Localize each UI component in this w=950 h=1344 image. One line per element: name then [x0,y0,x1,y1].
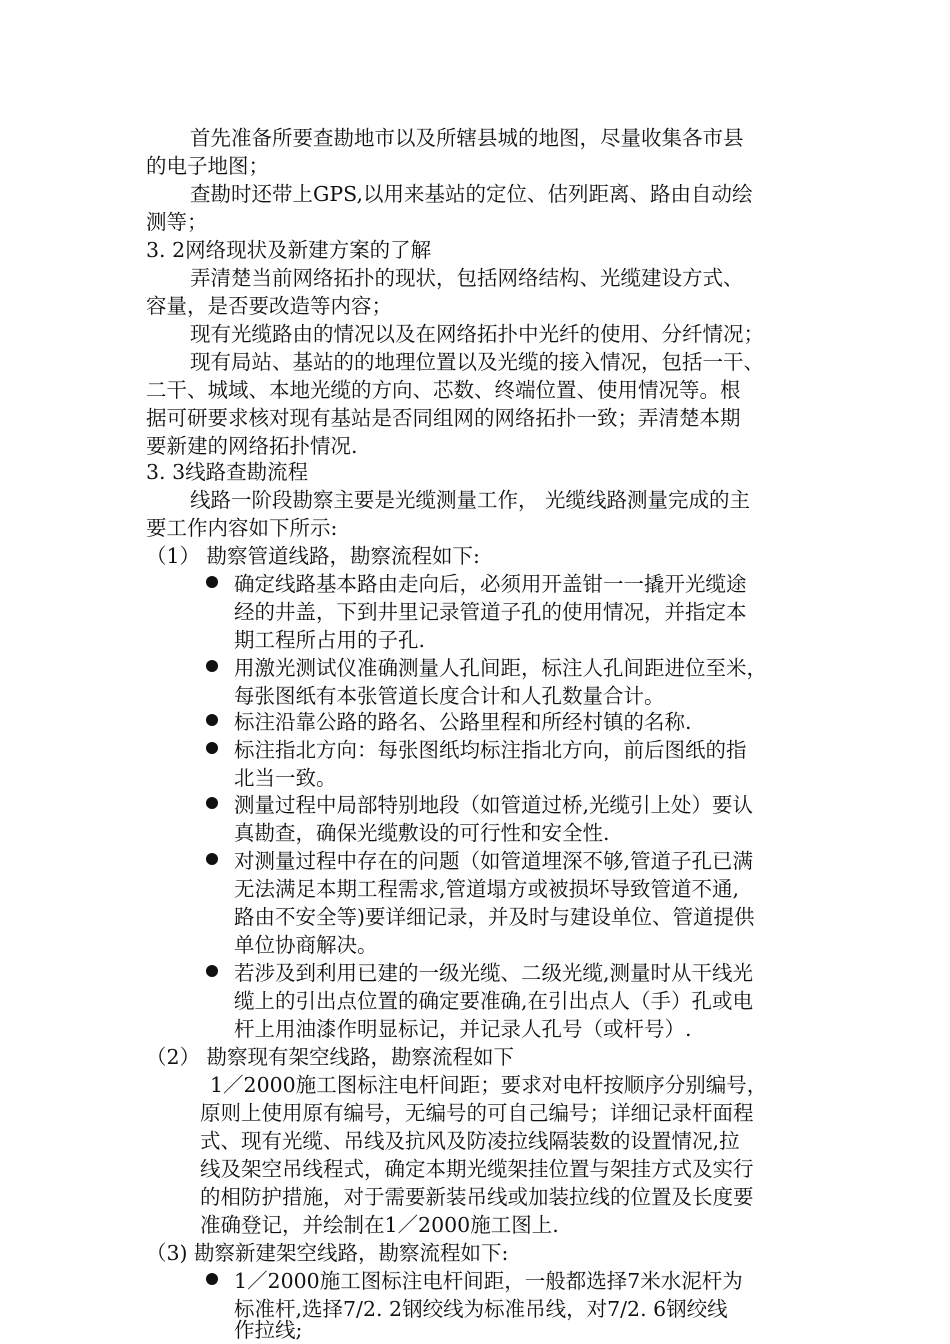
list-item-continuation: 每张图纸有本张管道长度合计和人孔数量合计。 [234,684,665,708]
subsection-heading: （2） 勘察现有架空线路，勘察流程如下 [146,1045,515,1069]
bullet-icon [206,1273,218,1285]
list-item-continuation: 无法满足本期工程需求,管道塌方或被损坏导致管道不通, [234,877,740,901]
text-line: 要新建的网络拓扑情况. [146,434,358,458]
bullet-icon [206,965,218,977]
list-item-continuation: 真勘查，确保光缆敷设的可行性和安全性. [234,821,610,845]
list-item-continuation: 北当一致。 [234,766,337,790]
list-item: 若涉及到利用已建的一级光缆、二级光缆,测量时从干线光 [234,961,754,985]
bullet-icon [206,576,218,588]
list-item-continuation: 期工程所占用的子孔. [234,628,426,652]
list-item: 测量过程中局部特别地段（如管道过桥,光缆引上处）要认 [234,793,754,817]
list-item-continuation: 路由不安全等)要详细记录，并及时与建设单位、管道提供 [234,905,755,929]
list-item-continuation: 作拉线; [234,1318,303,1342]
text-line: 测等； [146,210,208,234]
bullet-icon [206,853,218,865]
text-line: 容量，是否要改造等内容； [146,294,392,318]
text-line: 要工作内容如下所示: [146,516,338,540]
text-line: 弄清楚当前网络拓扑的现状，包括网络结构、光缆建设方式、 [190,266,744,290]
list-item-continuation: 缆上的引出点位置的确定要准确,在引出点人（手）孔或电 [234,989,754,1013]
text-line: 式、现有光缆、吊线及抗风及防凌拉线隔装数的设置情况,拉 [200,1129,740,1153]
list-item-continuation: 杆上用油漆作明显标记，并记录人孔号（或杆号）. [234,1017,692,1041]
text-line: 查勘时还带上GPS,以用来基站的定位、估列距离、路由自动绘 [190,182,753,206]
subsection-heading: （3) 勘察新建架空线路，勘察流程如下: [146,1241,509,1265]
text-line: 原则上使用原有编号，无编号的可自己编号；详细记录杆面程 [200,1101,754,1125]
section-heading: 3. 3线路查勘流程 [146,460,309,484]
text-line: 现有局站、基站的的地理位置以及光缆的接入情况，包括一干、 [190,350,764,374]
text-line: 现有光缆路由的情况以及在网络拓扑中光纤的使用、分纤情况； [190,322,764,346]
list-item: 对测量过程中存在的问题（如管道埋深不够,管道子孔已满 [234,849,754,873]
text-line: 的电子地图； [146,154,269,178]
subsection-heading: （1） 勘察管道线路，勘察流程如下: [146,544,480,568]
text-line: 线及架空吊线程式，确定本期光缆架挂位置与架挂方式及实行 [200,1157,754,1181]
text-line: 二干、城域、本地光缆的方向、芯数、终端位置、使用情况等。根 [146,378,741,402]
list-item-continuation: 标准杆,选择7/2. 2钢绞线为标准吊线，对7/2. 6钢绞线 [234,1297,728,1321]
list-item: 标注指北方向：每张图纸均标注指北方向，前后图纸的指 [234,738,747,762]
text-line: 的相防护措施，对于需要新装吊线或加装拉线的位置及长度要 [200,1185,754,1209]
bullet-icon [206,797,218,809]
text-line: 据可研要求核对现有基站是否同组网的网络拓扑一致；弄清楚本期 [146,406,741,430]
text-line: 准确登记，并绘制在1／2000施工图上. [200,1213,559,1237]
list-item: 确定线路基本路由走向后，必须用开盖钳一一撬开光缆途 [234,572,747,596]
bullet-icon [206,660,218,672]
text-line: 线路一阶段勘察主要是光缆测量工作， 光缆线路测量完成的主 [190,488,751,512]
list-item-continuation: 经的井盖，下到井里记录管道子孔的使用情况，并指定本 [234,600,747,624]
list-item: 标注沿靠公路的路名、公路里程和所经村镇的名称. [234,710,692,734]
bullet-icon [206,714,218,726]
text-line: 首先准备所要查勘地市以及所辖县城的地图，尽量收集各市县 [190,126,744,150]
section-heading: 3. 2网络现状及新建方案的了解 [146,238,432,262]
bullet-icon [206,742,218,754]
list-item: 1／2000施工图标注电杆间距，一般都选择7米水泥杆为 [234,1269,743,1293]
list-item: 用激光测试仪准确测量人孔间距，标注人孔间距进位至米， [234,656,767,680]
list-item-continuation: 单位协商解决。 [234,933,378,957]
text-line: 1／2000施工图标注电杆间距；要求对电杆按顺序分别编号， [210,1073,768,1097]
